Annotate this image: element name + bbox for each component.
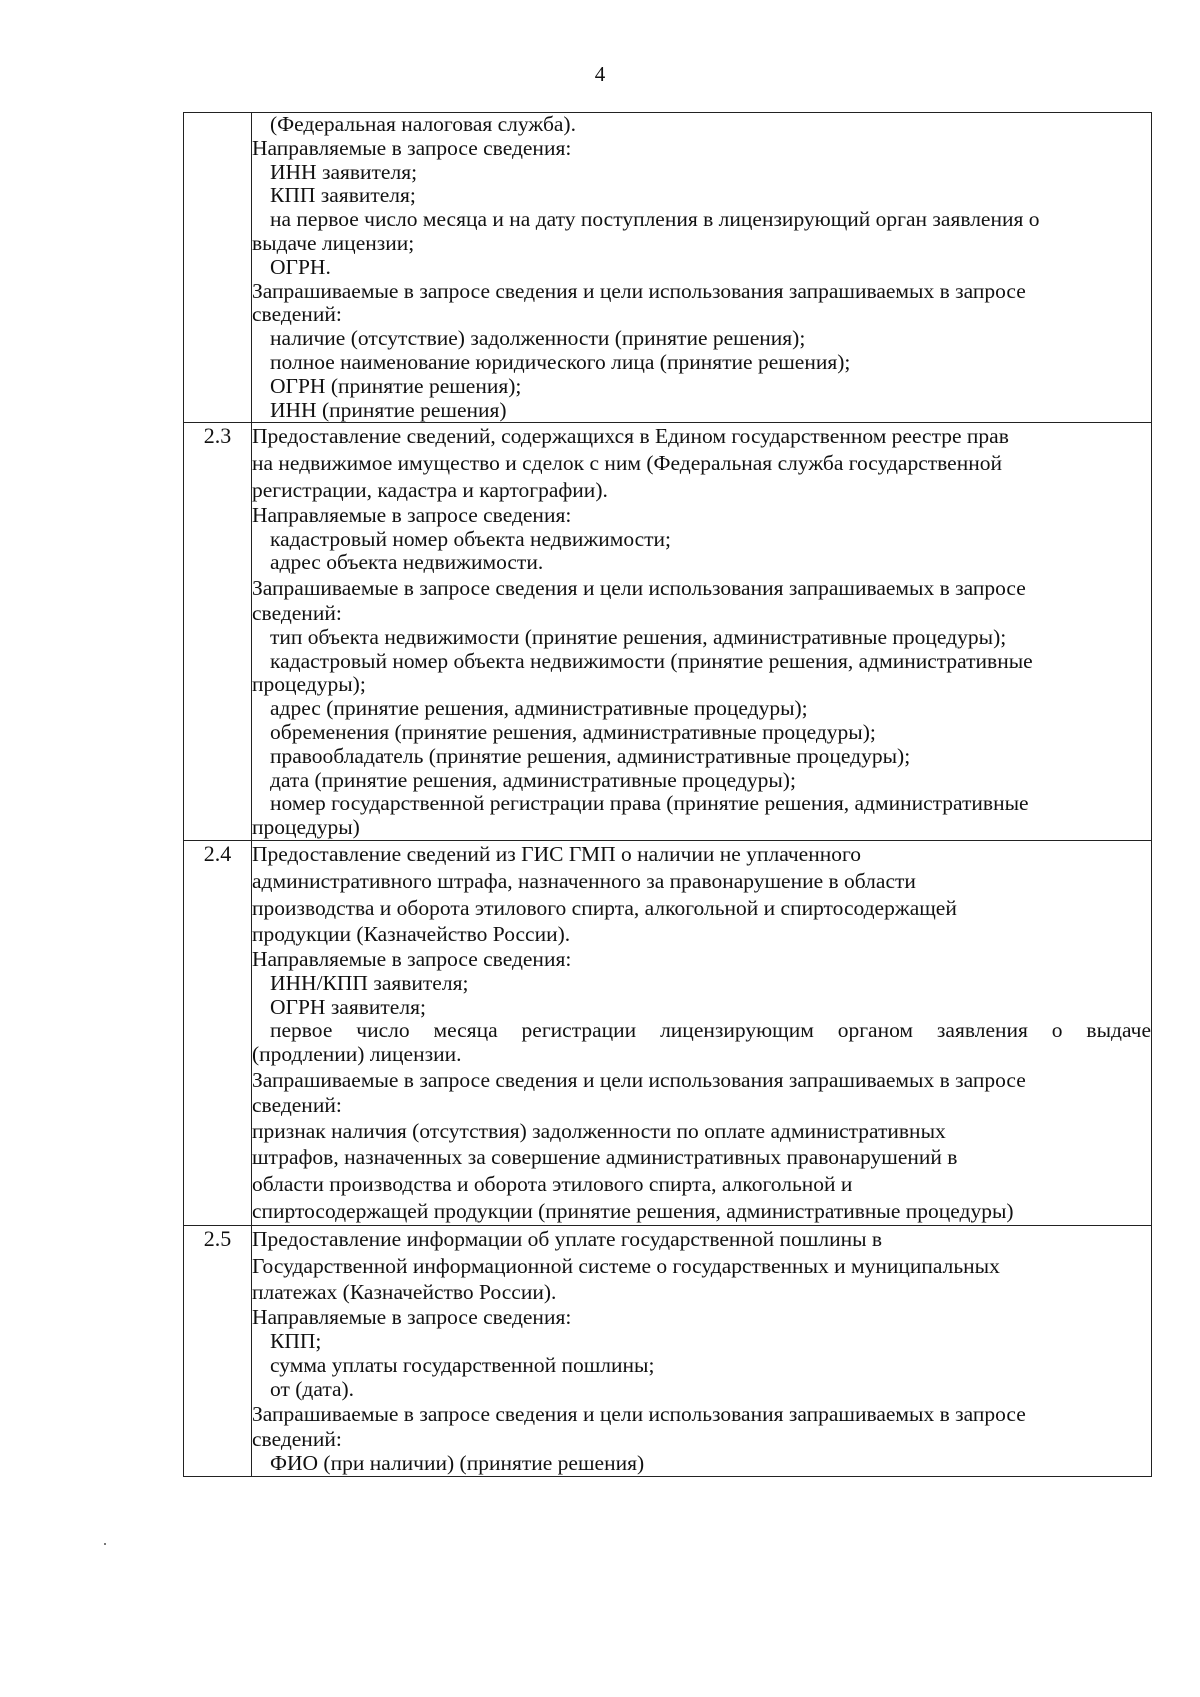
text-line: признак наличия (отсутствия) задолженности по оплате административных bbox=[252, 1118, 946, 1143]
text-line: обременения (принятие решения, административные процедуры); bbox=[270, 719, 876, 744]
text-line: ФИО (при наличии) (принятие решения) bbox=[270, 1451, 645, 1476]
text-line: Запрашиваемые в запросе сведения и цели использования запрашиваемых в запросе bbox=[252, 1068, 1026, 1093]
row-content bbox=[252, 423, 1152, 841]
requests-table bbox=[183, 112, 1152, 1477]
text-line: процедуры) bbox=[252, 815, 360, 840]
row-number bbox=[184, 113, 252, 423]
text-line: сумма уплаты государственной пошлины; bbox=[270, 1352, 655, 1377]
text-line: на первое число месяца и на дату поступления в лицензирующий орган заявления о bbox=[270, 207, 1040, 232]
page-number: 4 bbox=[594, 62, 606, 86]
text-line: регистрации, кадастра и картографии). bbox=[252, 477, 608, 502]
text-line: Направляемые в запросе сведения: bbox=[252, 502, 572, 527]
text-line: Направляемые в запросе сведения: bbox=[252, 1305, 572, 1330]
text-line: первое число месяца регистрации лицензирующим органом заявления о выдаче bbox=[270, 1018, 1151, 1043]
text-line: сведений: bbox=[252, 302, 342, 327]
text-line: кадастровый номер объекта недвижимости (принятие решения, административные bbox=[270, 648, 1033, 673]
text-line: КПП; bbox=[270, 1329, 322, 1354]
text-line: адрес объекта недвижимости. bbox=[270, 550, 544, 575]
scan-speck bbox=[104, 1543, 106, 1545]
text-line: административного штрафа, назначенного за правонарушение в области bbox=[252, 868, 916, 893]
row-content bbox=[252, 1225, 1152, 1476]
text-line: платежах (Казначейство России). bbox=[252, 1280, 557, 1305]
text-line: наличие (отсутствие) задолженности (принятие решения); bbox=[270, 326, 806, 351]
text-line: ОГРН заявителя; bbox=[270, 994, 426, 1019]
table-row bbox=[184, 423, 1152, 841]
text-line: штрафов, назначенных за совершение административных правонарушений в bbox=[252, 1145, 958, 1170]
text-line: Предоставление информации об уплате государственной пошлины в bbox=[252, 1226, 883, 1251]
text-line: выдаче лицензии; bbox=[252, 230, 415, 255]
text-line: Запрашиваемые в запросе сведения и цели использования запрашиваемых в запросе bbox=[252, 278, 1026, 303]
text-line: адрес (принятие решения, административные процедуры); bbox=[270, 696, 808, 721]
text-line: Направляемые в запросе сведения: bbox=[252, 135, 572, 160]
text-line: (Федеральная налоговая служба). bbox=[270, 112, 576, 136]
row-content bbox=[252, 840, 1152, 1225]
text-line: производства и оборота этилового спирта, алкогольной и спиртосодержащей bbox=[252, 895, 957, 920]
row-number: 2.5 bbox=[184, 1225, 252, 1476]
table-row bbox=[184, 113, 1152, 423]
text-line: тип объекта недвижимости (принятие решения, административные процедуры); bbox=[270, 624, 1007, 649]
row-number: 2.3 bbox=[184, 423, 252, 841]
text-line: продукции (Казначейство России). bbox=[252, 922, 571, 947]
text-line: спиртосодержащей продукции (принятие решения, административные процедуры) bbox=[252, 1199, 1014, 1224]
text-line: сведений: bbox=[252, 1092, 342, 1117]
text-line: ИНН заявителя; bbox=[270, 159, 418, 184]
text-line: ИНН (принятие решения) bbox=[270, 397, 507, 422]
text-line: от (дата). bbox=[270, 1376, 355, 1401]
text-line: сведений: bbox=[252, 600, 342, 625]
text-line: (продлении) лицензии. bbox=[252, 1042, 462, 1067]
text-line: правообладатель (принятие решения, административные процедуры); bbox=[270, 743, 911, 768]
text-line: ОГРН. bbox=[270, 254, 331, 279]
text-line: полное наименование юридического лица (принятие решения); bbox=[270, 349, 851, 374]
text-line: Предоставление сведений, содержащихся в Едином государственном реестре прав bbox=[252, 424, 1009, 449]
text-line: Направляемые в запросе сведения: bbox=[252, 947, 572, 972]
text-line: дата (принятие решения, административные процедуры); bbox=[270, 767, 796, 792]
text-line: процедуры); bbox=[252, 672, 366, 697]
text-line: ОГРН (принятие решения); bbox=[270, 373, 522, 398]
text-line: Запрашиваемые в запросе сведения и цели использования запрашиваемых в запросе bbox=[252, 1402, 1026, 1427]
text-line: кадастровый номер объекта недвижимости; bbox=[270, 526, 672, 551]
text-line: сведений: bbox=[252, 1427, 342, 1452]
text-line: номер государственной регистрации права (принятие решения, административные bbox=[270, 791, 1029, 816]
text-line: Предоставление сведений из ГИС ГМП о наличии не уплаченного bbox=[252, 841, 862, 866]
table-row bbox=[184, 840, 1152, 1225]
text-line: области производства и оборота этилового спирта, алкогольной и bbox=[252, 1172, 853, 1197]
row-content bbox=[252, 113, 1152, 423]
row-number: 2.4 bbox=[184, 840, 252, 1225]
text-line: на недвижимое имущество и сделок с ним (Федеральная служба государственной bbox=[252, 451, 1002, 476]
text-line: Запрашиваемые в запросе сведения и цели использования запрашиваемых в запросе bbox=[252, 576, 1026, 601]
text-line: КПП заявителя; bbox=[270, 183, 416, 208]
text-line: ИНН/КПП заявителя; bbox=[270, 970, 469, 995]
table-row bbox=[184, 1225, 1152, 1476]
text-line: Государственной информационной системе о государственных и муниципальных bbox=[252, 1253, 1000, 1278]
